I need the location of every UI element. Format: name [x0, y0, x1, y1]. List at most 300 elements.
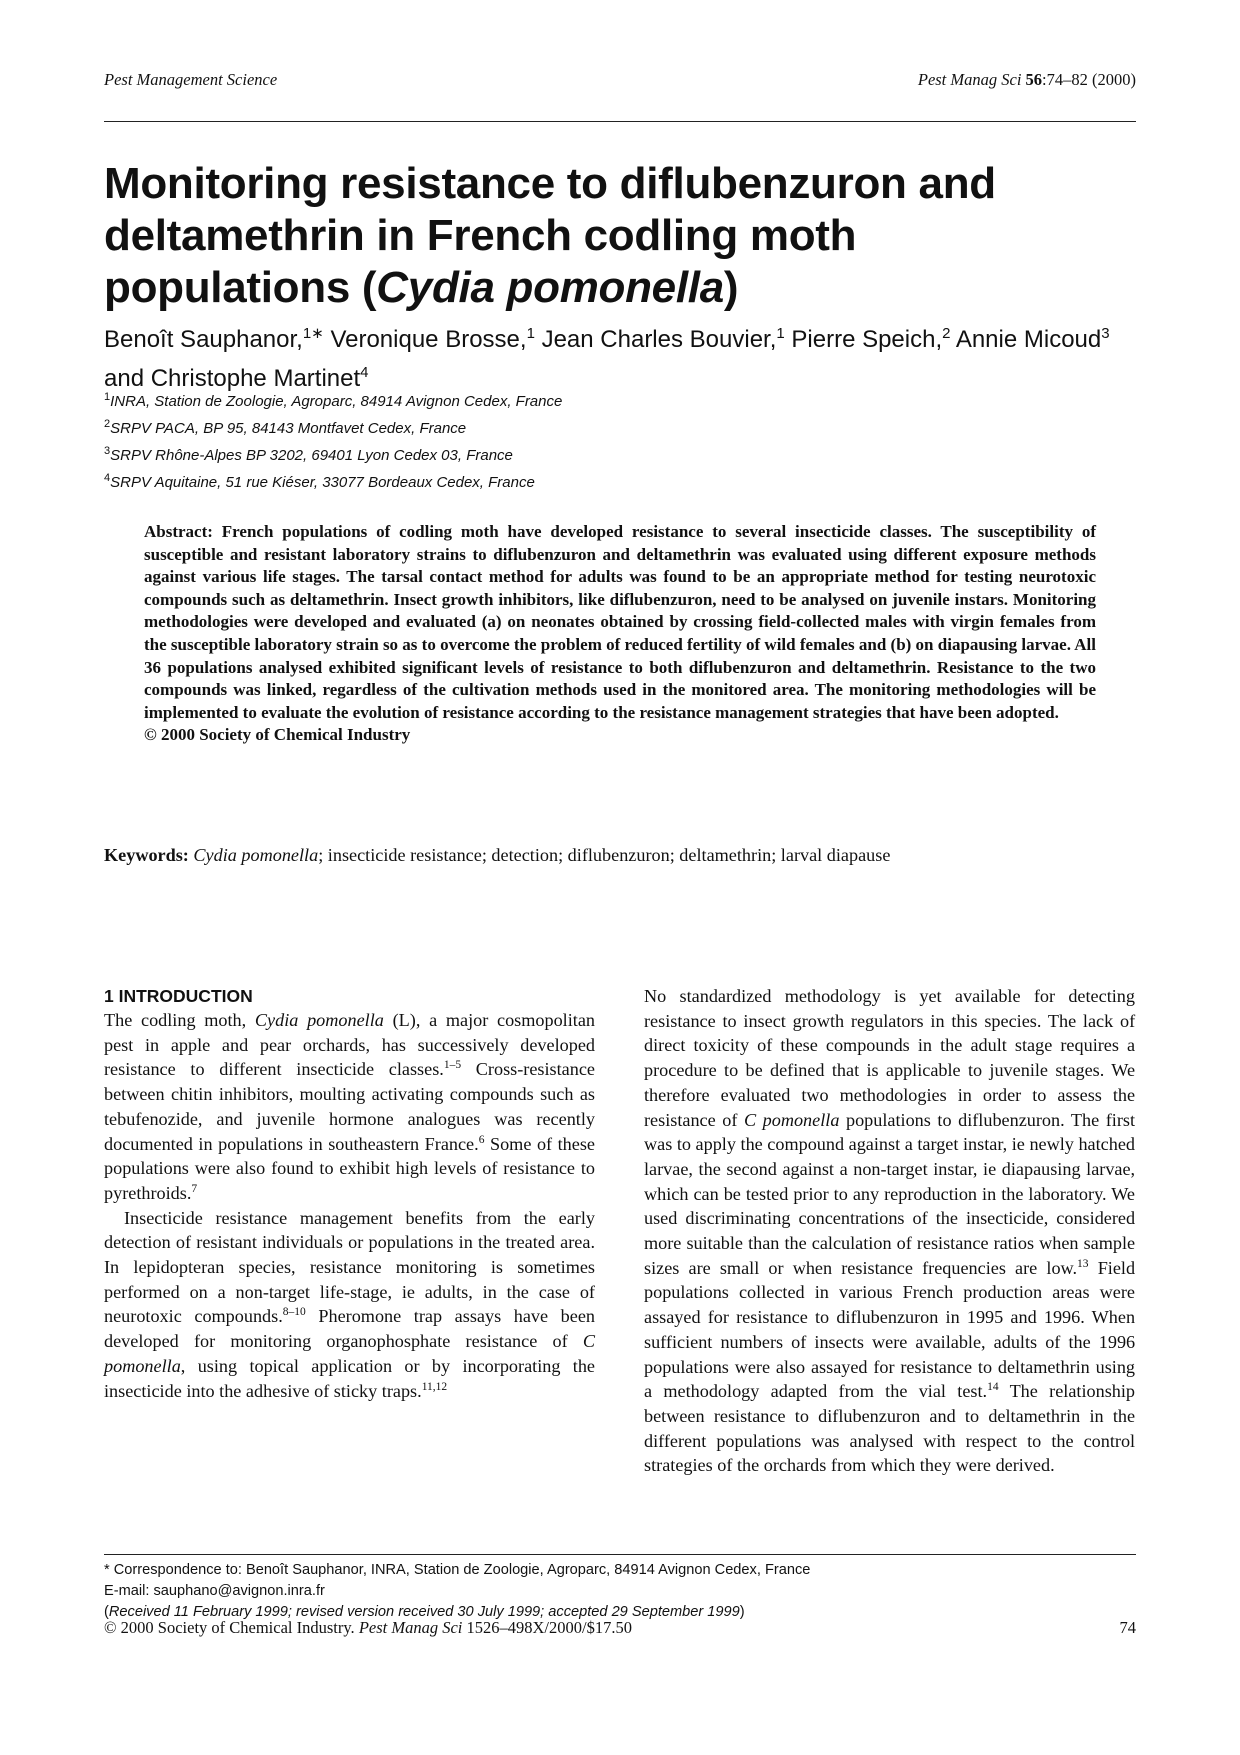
- p3-text-b: apply: [695, 1134, 736, 1155]
- author-list: [104, 317, 1124, 395]
- footer-journal: Pest Manag Sci: [358, 1618, 463, 1637]
- p3-text-d: [1041, 1431, 1051, 1451]
- p3-text-b: the: [784, 1233, 807, 1254]
- p3-text-a: growth: [792, 1010, 845, 1031]
- affiliation-text: SRPV PACA, BP 95, 84143 Montfavet Cedex, France: [110, 420, 467, 437]
- p3-text-c: populations: [644, 1356, 729, 1377]
- p3-text-a: evaluated: [720, 1084, 791, 1105]
- p3-text-a: detecting: [1068, 986, 1135, 1006]
- p3-text-d: which: [870, 1455, 916, 1476]
- p3-text-a: [947, 1085, 958, 1105]
- p3-text-b: than: [748, 1233, 780, 1254]
- header-rule: [104, 121, 1136, 122]
- p3-text-c: to: [815, 1307, 830, 1328]
- p3-text-c: [808, 1307, 815, 1327]
- p3-text-c: from: [838, 1381, 874, 1402]
- p3-text-b: prior: [793, 1183, 829, 1204]
- p2-text-a: Insecticide resistance management benefits from the early detection of resistant individuals or populations in the treated area. In lepidopteran species, resistance monitoring is sometimes performed on a non-target life-stage, ie adults, in the case of neurotoxic compounds.: [104, 1207, 595, 1327]
- p3-text-a: toxicity: [693, 1035, 750, 1056]
- p3-text-a: regulators: [850, 1010, 924, 1031]
- title-species: Cydia pomonella: [376, 263, 724, 312]
- footer-copyright: [104, 1618, 632, 1638]
- p3-text-c: areas: [1052, 1282, 1090, 1303]
- affiliation-number: 2: [104, 418, 111, 430]
- p3-text-b: which: [644, 1183, 689, 1204]
- p3-text-a: [1113, 1011, 1120, 1031]
- citation-ref: 1–5: [443, 1059, 462, 1072]
- p3-text-a: [1021, 1085, 1032, 1105]
- p3-text-b: the: [740, 1134, 763, 1155]
- p3-text-d: strategies: [644, 1455, 713, 1476]
- p3-text-d: between: [644, 1405, 705, 1426]
- p3-text-a: defined: [769, 1060, 825, 1081]
- p3-text-a: [790, 1085, 801, 1105]
- p3-text-a: be: [745, 1060, 763, 1081]
- running-head: [104, 70, 1136, 98]
- p3-text-a: compounds: [825, 1035, 910, 1056]
- author-affiliation-mark: 1: [776, 325, 785, 342]
- p3-text-a: [1055, 986, 1068, 1006]
- p3-text-a: assess: [1057, 1084, 1102, 1105]
- p3-text-c: various: [839, 1282, 893, 1303]
- p3-text-d: in: [1089, 1405, 1104, 1426]
- citation-ref: 7: [191, 1182, 198, 1195]
- affiliation: [104, 440, 904, 467]
- p3-text-c: [893, 1282, 903, 1302]
- p3-text-b: target: [917, 1134, 959, 1155]
- p3-text-a: this: [951, 1010, 978, 1031]
- p3-text-a: [710, 1085, 721, 1105]
- p3-text-c: methodology: [663, 1381, 760, 1402]
- p2-text-c: , using topical application or by incorporating the insecticide into the adhesive of sticky traps.: [104, 1355, 595, 1401]
- p3-text-c: [1037, 1307, 1044, 1327]
- p3-text-b: to: [833, 1183, 848, 1204]
- p3-text-b: was: [644, 1134, 673, 1155]
- p3-text-b: compound: [767, 1134, 845, 1155]
- p3-text-a: [906, 986, 919, 1006]
- p3-text-b: low.: [1046, 1257, 1078, 1278]
- p3-text-c: populations: [644, 1282, 729, 1303]
- p3-text-c: [1042, 1282, 1052, 1302]
- p3-text-a: adult: [970, 1035, 1007, 1056]
- citation-journal: Pest Manag Sci: [917, 70, 1022, 89]
- p3-text-c: [1090, 1282, 1100, 1302]
- author-affiliation-mark: 3: [1101, 325, 1110, 342]
- p3-text-c: [907, 1381, 918, 1401]
- p3-text-b: concentrations: [798, 1208, 905, 1229]
- p3-text-d: [786, 1406, 795, 1426]
- p3-text-c: resistance: [900, 1356, 973, 1377]
- body-column-left: [104, 984, 595, 1403]
- p3-text-a: of: [1119, 1010, 1136, 1031]
- footnotes: [104, 1560, 1136, 1623]
- p3-text-c: to: [977, 1356, 993, 1377]
- p3-text-b: or: [768, 1257, 784, 1278]
- p3-text-d: of: [717, 1455, 733, 1476]
- p3-text-a: [749, 1035, 757, 1055]
- p3-text-d: populations: [716, 1430, 802, 1451]
- p3-text-a: requires: [1060, 1035, 1119, 1056]
- citation-ref: 13: [1077, 1257, 1089, 1270]
- p3-text-a: [932, 1035, 940, 1055]
- affiliation-text: SRPV Aquitaine, 51 rue Kiéser, 33077 Bordeaux Cedex, France: [110, 474, 535, 491]
- p3-text-c: [827, 1381, 838, 1401]
- p3-text-d: [956, 1431, 966, 1451]
- p3-text-c: for: [707, 1307, 729, 1328]
- p3-text-d: and: [929, 1405, 956, 1426]
- article-title: [104, 158, 1104, 314]
- abstract-copyright: © 2000 Society of Chemical Industry: [144, 725, 411, 745]
- p3-text-a: to: [722, 1010, 737, 1031]
- p3-text-d: from: [830, 1455, 867, 1476]
- p3-text-a: [1102, 1085, 1113, 1105]
- p3-text-c: the: [885, 1381, 908, 1402]
- p3-text-b: considered: [1056, 1208, 1136, 1229]
- p3-text-d: [999, 1381, 1010, 1401]
- p3-text-d: [840, 1431, 850, 1451]
- p3-text-c: [1037, 1332, 1045, 1352]
- p3-text-c: for: [873, 1356, 895, 1377]
- p3-text-d: to: [1027, 1430, 1042, 1451]
- p3-text-a: methodology: [784, 986, 881, 1006]
- p3-text-c: test.: [957, 1381, 988, 1402]
- p3-text-a: [763, 1060, 770, 1080]
- p3-text-d: different: [644, 1430, 707, 1451]
- email-note: E-mail: sauphano@avignon.inra.fr: [104, 1583, 325, 1599]
- p3-text-c: the: [1068, 1331, 1091, 1352]
- citation-ref: 8–10: [282, 1306, 306, 1319]
- p3-text-a: The: [1047, 1010, 1077, 1031]
- p3-text-a: stages.: [1055, 1060, 1105, 1081]
- p3-text-a: these: [780, 1035, 818, 1056]
- p3-text-a: applicable: [885, 1060, 961, 1081]
- p3-text-d: [1074, 1431, 1084, 1451]
- p3-text-c: [946, 1381, 957, 1401]
- abstract-label: Abstract:: [144, 522, 213, 541]
- p3-text-a: [942, 986, 955, 1006]
- received-note: (Received 11 February 1999; revised version received 30 July 1999; accepted 29 September 1999): [104, 1604, 745, 1620]
- p3-text-b: used: [644, 1208, 678, 1229]
- p3-text-c: using: [1095, 1356, 1136, 1377]
- p3-text-b: [711, 1258, 720, 1278]
- p3-text-c: [805, 1282, 815, 1302]
- p3-text-a: [738, 1060, 745, 1080]
- p3-text-a: resistance: [644, 1109, 716, 1130]
- p3-text-b: [1006, 1258, 1015, 1278]
- p3-text-d: deltamethrin: [988, 1405, 1081, 1426]
- p3-text-d: [913, 1431, 923, 1451]
- title-close: ): [723, 263, 739, 312]
- p3-text-b: frequencies: [922, 1257, 1006, 1278]
- affiliation-number: 1: [104, 391, 111, 403]
- p3-species: C pomonella: [743, 1109, 840, 1130]
- p3-text-b: suitable: [686, 1233, 744, 1254]
- p3-text-d: [809, 1406, 818, 1426]
- p3-text-c: [864, 1332, 872, 1352]
- p3-text-b: ie: [1011, 1134, 1025, 1155]
- p3-text-c: [960, 1307, 967, 1327]
- p3-text-b: [784, 1258, 793, 1278]
- p1-text-c: Cross-resistance between chitin inhibitors, moulting activating compounds such as tebufenozide, and juvenile hormone analogues was recently documented in populations in southeastern France.: [104, 1059, 595, 1154]
- p3-text-a: [786, 1011, 793, 1031]
- p3-text-a: species.: [984, 1010, 1042, 1031]
- p3-text-c: 1996.: [1043, 1307, 1085, 1328]
- p3-text-c: production: [963, 1282, 1043, 1303]
- p3-text-c: sufficient: [644, 1331, 713, 1352]
- p3-text-a: therefore: [644, 1084, 710, 1105]
- keywords-species: Cydia pomonella: [193, 845, 319, 865]
- p3-text-b: We: [1111, 1183, 1135, 1204]
- p3-text-d: respect: [965, 1430, 1018, 1451]
- intro-paragraph-1: [104, 1008, 595, 1206]
- p3-text-b: resistance: [916, 1233, 989, 1254]
- p3-text-d: was: [811, 1430, 840, 1451]
- p3-text-a: No: [644, 986, 667, 1006]
- p3-text-c: assayed: [644, 1307, 701, 1328]
- footer-copyright-text: © 2000 Society of Chemical Industry.: [104, 1618, 359, 1637]
- p3-text-b: the: [698, 1158, 721, 1179]
- p3-text-c: [1085, 1307, 1092, 1327]
- p3-text-b: to: [937, 1109, 952, 1130]
- p3-text-b: diflubenzuron.: [958, 1109, 1065, 1130]
- p3-text-a: [1119, 1035, 1127, 1055]
- citation-ref: 6: [478, 1133, 485, 1146]
- p3-text-c: deltamethrin: [997, 1356, 1090, 1377]
- p3-text-d: [1104, 1406, 1113, 1426]
- p3-text-c: [729, 1282, 739, 1302]
- p3-text-c: [783, 1332, 791, 1352]
- p3-text-b: second: [726, 1158, 777, 1179]
- p3-text-a: of: [722, 1109, 738, 1130]
- p3-text-b: against: [782, 1158, 834, 1179]
- p3-text-c: numbers: [720, 1331, 784, 1352]
- p3-text-c: were: [1099, 1282, 1136, 1303]
- affiliation-number: 3: [104, 445, 111, 457]
- p3-text-b: [679, 1258, 688, 1278]
- p3-text-b: instar,: [933, 1158, 978, 1179]
- journal-citation: [918, 70, 1136, 90]
- p1-text-a: The codling moth,: [104, 1010, 255, 1030]
- p3-text-c: 1996: [1098, 1331, 1136, 1352]
- title-text: Monitoring resistance to diflubenzuron and deltamethrin in French codling moth populations (: [104, 159, 996, 312]
- p3-text-c: Field: [1097, 1257, 1136, 1278]
- p3-text-b: when: [792, 1257, 833, 1278]
- p3-text-c: in: [814, 1282, 829, 1303]
- p3-text-c: insects: [814, 1331, 864, 1352]
- p3-text-d: the: [736, 1455, 760, 1476]
- author-affiliation-mark: 2: [942, 325, 951, 342]
- p3-text-c: also: [775, 1356, 806, 1377]
- affiliation-number: 4: [104, 472, 111, 484]
- affiliation-text: INRA, Station de Zoologie, Agroparc, 84914 Avignon Cedex, France: [110, 393, 563, 410]
- p3-text-c: [1089, 1258, 1098, 1278]
- p3-text-a: insect: [743, 1010, 786, 1031]
- p3-text-b: to: [676, 1134, 691, 1155]
- p3-text-a: yet: [919, 986, 942, 1006]
- p3-text-b: can: [693, 1183, 719, 1204]
- p3-text-c: a: [644, 1381, 653, 1402]
- journal-name: Pest Management Science: [104, 70, 278, 89]
- p3-text-b: are: [688, 1257, 711, 1278]
- p3-text-d: [1038, 1381, 1049, 1401]
- p3-text-b: non-target: [853, 1158, 928, 1179]
- p3-text-a: We: [1111, 1060, 1136, 1081]
- p3-text-b: are: [1015, 1257, 1038, 1278]
- section-heading: 1 INTRODUCTION: [104, 986, 253, 1006]
- author-name: Annie Micoud: [955, 326, 1102, 353]
- p3-text-c: 1995: [966, 1307, 1004, 1328]
- p3-text-b: discriminating: [685, 1208, 791, 1229]
- p3-text-c: [829, 1282, 839, 1302]
- p3-text-d: resistance: [713, 1405, 786, 1426]
- p3-text-b: [928, 1208, 936, 1228]
- p3-text-b: diapausing: [1001, 1158, 1081, 1179]
- author-name: Veronique Brosse,: [330, 326, 527, 353]
- p3-text-d: [801, 1431, 811, 1451]
- author-name: Jean Charles Bouvier,: [541, 326, 777, 353]
- p3-text-c: [1091, 1332, 1099, 1352]
- p3-text-b: ratios: [993, 1233, 1035, 1254]
- p3-text-c: of: [1045, 1331, 1061, 1352]
- p3-text-a: juvenile: [989, 1060, 1048, 1081]
- p3-text-b: any: [852, 1183, 880, 1204]
- p3-text-a: [879, 1060, 886, 1080]
- p1-text-d: Some of these populations were also found to exhibit high levels of resistance to pyrethroids.: [104, 1133, 595, 1203]
- p3-text-b: when: [1039, 1233, 1079, 1254]
- p3-text-b: populations: [845, 1109, 931, 1130]
- p3-text-b: against: [848, 1134, 901, 1155]
- p3-text-b: [913, 1258, 922, 1278]
- p3-text-a: direct: [644, 1035, 686, 1056]
- p3-text-d: were: [955, 1455, 992, 1476]
- p3-text-b: [832, 1258, 841, 1278]
- p3-text-a: [1007, 1035, 1015, 1055]
- p3-text-a: to: [724, 1060, 739, 1081]
- affiliation-text: SRPV Rhône-Alpes BP 3202, 69401 Lyon Cedex 03, France: [110, 447, 513, 464]
- p3-text-a: resistance: [644, 1010, 716, 1031]
- p3-text-d: [1017, 1431, 1027, 1451]
- p3-text-c: assayed: [810, 1356, 868, 1377]
- p3-text-a: [1021, 986, 1034, 1006]
- author-name: Benoît Sauphanor,: [104, 326, 303, 353]
- footer-issn: 1526–498X/2000/$17.50: [462, 1618, 632, 1637]
- p3-text-b: The: [1070, 1109, 1100, 1130]
- p3-text-a: the: [1112, 1084, 1136, 1105]
- p3-text-a: that: [831, 1060, 860, 1081]
- p3-text-b: a: [904, 1134, 913, 1155]
- p3-text-d: the: [1051, 1430, 1074, 1451]
- p3-text-a: for: [1033, 986, 1056, 1006]
- p3-text-d: control: [1083, 1430, 1136, 1451]
- author-affiliation-mark: 4: [360, 364, 369, 381]
- p3-text-a: [844, 1011, 851, 1031]
- p3-text-a: available: [954, 986, 1021, 1006]
- p3-text-c: resistance: [736, 1307, 808, 1328]
- p3-text-d: [706, 1431, 716, 1451]
- p1-species: Cydia pomonella: [254, 1010, 384, 1030]
- p3-text-d: [979, 1406, 988, 1426]
- p3-text-a: order: [982, 1084, 1022, 1105]
- p3-text-a: two: [801, 1084, 829, 1105]
- p3-text-b: more: [644, 1233, 682, 1254]
- p3-text-c: were: [871, 1331, 908, 1352]
- p3-text-a: is: [893, 986, 907, 1006]
- p3-text-c: diflubenzuron: [836, 1307, 939, 1328]
- p3-text-b: tested: [745, 1183, 789, 1204]
- p3-text-a: standardized: [679, 986, 772, 1006]
- p3-text-b: [905, 1208, 913, 1228]
- p3-text-a: [717, 1060, 724, 1080]
- p3-text-b: larvae,: [644, 1158, 693, 1179]
- p3-text-d: diflubenzuron: [818, 1405, 921, 1426]
- p3-text-a: [881, 986, 894, 1006]
- p3-text-c: of: [791, 1331, 807, 1352]
- p3-text-a: in: [917, 1035, 933, 1056]
- p3-text-a: a: [1127, 1035, 1136, 1056]
- p3-text-c: vial: [918, 1381, 946, 1402]
- p3-text-b: of: [912, 1208, 928, 1229]
- author-affiliation-mark: 1∗: [302, 325, 324, 342]
- citation-pages: :74–82 (2000): [1042, 70, 1136, 89]
- citation-ref: 14: [987, 1381, 999, 1394]
- p3-text-c: [874, 1381, 885, 1401]
- p3-text-a: in: [930, 1010, 945, 1031]
- p3-text-d: relationship: [1049, 1381, 1136, 1402]
- p3-text-b: the: [1001, 1183, 1024, 1204]
- p3-text-d: [956, 1406, 965, 1426]
- p3-text-a: methodologies: [839, 1084, 947, 1105]
- p3-text-b: insecticide,: [965, 1208, 1049, 1229]
- p3-text-a: [829, 1085, 840, 1105]
- p3-text-a: stage: [1014, 1035, 1053, 1056]
- p3-text-a: [666, 986, 679, 1006]
- p3-text-a: [972, 1085, 983, 1105]
- p3-text-c: [701, 1307, 708, 1327]
- p3-text-b: calculation: [811, 1233, 892, 1254]
- p1-text-b: (L), a major cosmopolitan pest in apple and pear orchards, has successively developed resistance to different insecticide classes.: [104, 1010, 596, 1080]
- p3-text-a: in: [957, 1084, 972, 1105]
- p3-text-b: in: [982, 1183, 997, 1204]
- p3-text-c: [652, 1381, 663, 1401]
- p3-text-b: first: [1105, 1109, 1136, 1130]
- p3-text-c: adapted: [770, 1381, 828, 1402]
- author-name: Pierre Speich,: [791, 326, 943, 353]
- p3-text-c: French: [902, 1282, 954, 1303]
- p3-text-b: sample: [1083, 1233, 1136, 1254]
- p3-text-b: be: [723, 1183, 741, 1204]
- p3-text-d: to: [964, 1405, 980, 1426]
- p3-text-d: derived.: [995, 1455, 1055, 1476]
- p3-text-a: the: [940, 1035, 963, 1056]
- p3-text-c: [986, 1332, 994, 1352]
- p3-text-b: small: [719, 1257, 760, 1278]
- p3-text-d: with: [923, 1430, 956, 1451]
- p3-text-a: [961, 1060, 968, 1080]
- p3-text-d: they: [919, 1455, 952, 1476]
- p3-text-b: resistance: [841, 1257, 913, 1278]
- p3-text-b: reproduction: [884, 1183, 978, 1204]
- author-affiliation-mark: 1: [526, 325, 535, 342]
- p3-text-a: lack: [1082, 1010, 1114, 1031]
- p3-text-c: collected: [738, 1282, 805, 1303]
- affiliation: [104, 386, 904, 413]
- p3-text-b: [958, 1208, 966, 1228]
- p3-text-c: [938, 1307, 945, 1327]
- p3-text-c: were: [734, 1356, 771, 1377]
- page-number: 74: [1119, 1618, 1136, 1637]
- p3-text-c: and: [1010, 1307, 1037, 1328]
- p3-text-c: [759, 1381, 770, 1401]
